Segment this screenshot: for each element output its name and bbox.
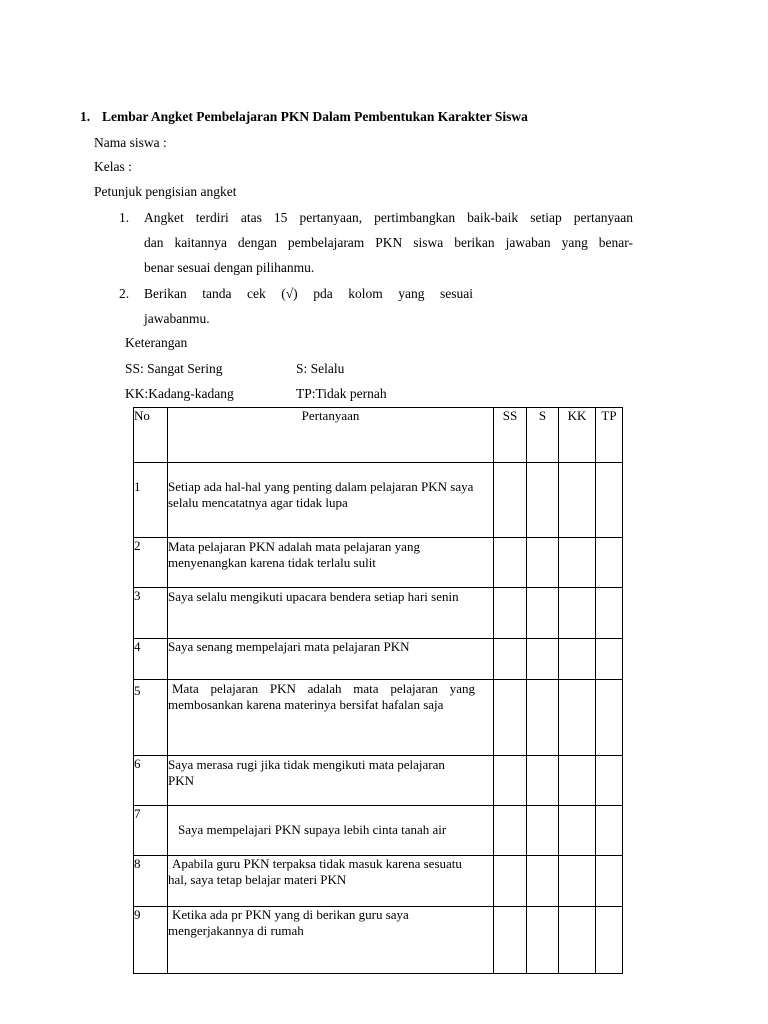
header-s: S xyxy=(527,408,559,463)
row-number: 5 xyxy=(134,680,168,756)
page-title: Lembar Angket Pembelajaran PKN Dalam Pembentukan Karakter Siswa xyxy=(102,109,528,124)
table-row xyxy=(134,680,623,756)
row-number: 6 xyxy=(134,756,168,806)
survey-table xyxy=(133,407,623,974)
answer-cell-kk[interactable] xyxy=(559,856,596,907)
row-number: 9 xyxy=(134,907,168,974)
answer-cell-s[interactable] xyxy=(527,639,559,680)
legend-ss: SS: Sangat Sering xyxy=(125,361,223,376)
instruction-2-line-1: Berikan tanda cek (√) pda kolom yang sesuai xyxy=(144,286,473,301)
answer-cell-kk[interactable] xyxy=(559,538,596,588)
answer-cell-kk[interactable] xyxy=(559,588,596,639)
answer-cell-ss[interactable] xyxy=(494,907,527,974)
answer-cell-kk[interactable] xyxy=(559,907,596,974)
answer-cell-ss[interactable] xyxy=(494,588,527,639)
answer-cell-ss[interactable] xyxy=(494,538,527,588)
answer-cell-tp[interactable] xyxy=(596,680,623,756)
row-question: Saya mempelajari PKN supaya lebih cinta tanah air xyxy=(168,806,494,856)
answer-cell-kk[interactable] xyxy=(559,463,596,538)
instruction-2-number: 2. xyxy=(119,286,130,301)
answer-cell-ss[interactable] xyxy=(494,463,527,538)
table-row xyxy=(134,856,623,907)
answer-cell-s[interactable] xyxy=(527,463,559,538)
answer-cell-tp[interactable] xyxy=(596,538,623,588)
answer-cell-kk[interactable] xyxy=(559,639,596,680)
row-question: Saya selalu mengikuti upacara bendera setiap hari senin xyxy=(168,588,494,639)
row-question: Saya senang mempelajari mata pelajaran PKN xyxy=(168,639,494,680)
instruction-2-line-2: jawabanmu. xyxy=(144,311,210,326)
answer-cell-tp[interactable] xyxy=(596,639,623,680)
legend-heading: Keterangan xyxy=(125,335,188,350)
answer-cell-tp[interactable] xyxy=(596,756,623,806)
row-question: Saya merasa rugi jika tidak mengikuti mata pelajaran PKN xyxy=(168,756,494,806)
header-no: No xyxy=(134,408,168,463)
answer-cell-ss[interactable] xyxy=(494,680,527,756)
row-number: 2 xyxy=(134,538,168,588)
answer-cell-s[interactable] xyxy=(527,907,559,974)
answer-cell-ss[interactable] xyxy=(494,856,527,907)
answer-cell-tp[interactable] xyxy=(596,588,623,639)
class-label: Kelas : xyxy=(94,159,132,174)
answer-cell-s[interactable] xyxy=(527,538,559,588)
answer-cell-ss[interactable] xyxy=(494,756,527,806)
answer-cell-tp[interactable] xyxy=(596,856,623,907)
answer-cell-tp[interactable] xyxy=(596,907,623,974)
instruction-1-number: 1. xyxy=(119,210,130,225)
row-question: Mata pelajaran PKN adalah mata pelajaran yang membosankan karena materinya bersifat hafalan saja xyxy=(168,680,494,756)
answer-cell-s[interactable] xyxy=(527,856,559,907)
answer-cell-s[interactable] xyxy=(527,588,559,639)
row-number: 1 xyxy=(134,463,168,538)
row-number: 8 xyxy=(134,856,168,907)
instruction-1-line-2: dan kaitannya dengan pembelajaram PKN siswa berikan jawaban yang benar- xyxy=(144,235,633,250)
answer-cell-s[interactable] xyxy=(527,756,559,806)
row-question: Ketika ada pr PKN yang di berikan guru saya mengerjakannya di rumah xyxy=(168,907,494,974)
answer-cell-kk[interactable] xyxy=(559,680,596,756)
row-question: Mata pelajaran PKN adalah mata pelajaran yang menyenangkan karena tidak terlalu sulit xyxy=(168,538,494,588)
header-question: Pertanyaan xyxy=(168,408,494,463)
answer-cell-tp[interactable] xyxy=(596,463,623,538)
instruction-1-line-3: benar sesuai dengan pilihanmu. xyxy=(144,260,315,275)
answer-cell-s[interactable] xyxy=(527,806,559,856)
table-row xyxy=(134,756,623,806)
answer-cell-ss[interactable] xyxy=(494,806,527,856)
row-number: 3 xyxy=(134,588,168,639)
table-row xyxy=(134,538,623,588)
student-name-label: Nama siswa : xyxy=(94,135,167,150)
answer-cell-ss[interactable] xyxy=(494,639,527,680)
answer-cell-kk[interactable] xyxy=(559,756,596,806)
table-row xyxy=(134,907,623,974)
answer-cell-kk[interactable] xyxy=(559,806,596,856)
row-question: Setiap ada hal-hal yang penting dalam pelajaran PKN saya selalu mencatatnya agar tidak lupa xyxy=(168,463,494,538)
table-row xyxy=(134,639,623,680)
title-number: 1. xyxy=(80,109,91,124)
row-number: 7 xyxy=(134,806,168,856)
table-row xyxy=(134,463,623,538)
answer-cell-tp[interactable] xyxy=(596,806,623,856)
answer-cell-s[interactable] xyxy=(527,680,559,756)
table-header-row xyxy=(134,408,623,463)
header-ss: SS xyxy=(494,408,527,463)
legend-s: S: Selalu xyxy=(296,361,345,376)
instruction-1-line-1: Angket terdiri atas 15 pertanyaan, pertimbangkan baik-baik setiap pertanyaan xyxy=(144,210,633,225)
header-tp: TP xyxy=(596,408,623,463)
table-row xyxy=(134,806,623,856)
legend-tp: TP:Tidak pernah xyxy=(296,386,387,401)
row-number: 4 xyxy=(134,639,168,680)
legend-kk: KK:Kadang-kadang xyxy=(125,386,234,401)
row-question: Apabila guru PKN terpaksa tidak masuk karena sesuatu hal, saya tetap belajar materi PKN xyxy=(168,856,494,907)
table-row xyxy=(134,588,623,639)
header-kk: KK xyxy=(559,408,596,463)
instructions-heading: Petunjuk pengisian angket xyxy=(94,184,237,199)
